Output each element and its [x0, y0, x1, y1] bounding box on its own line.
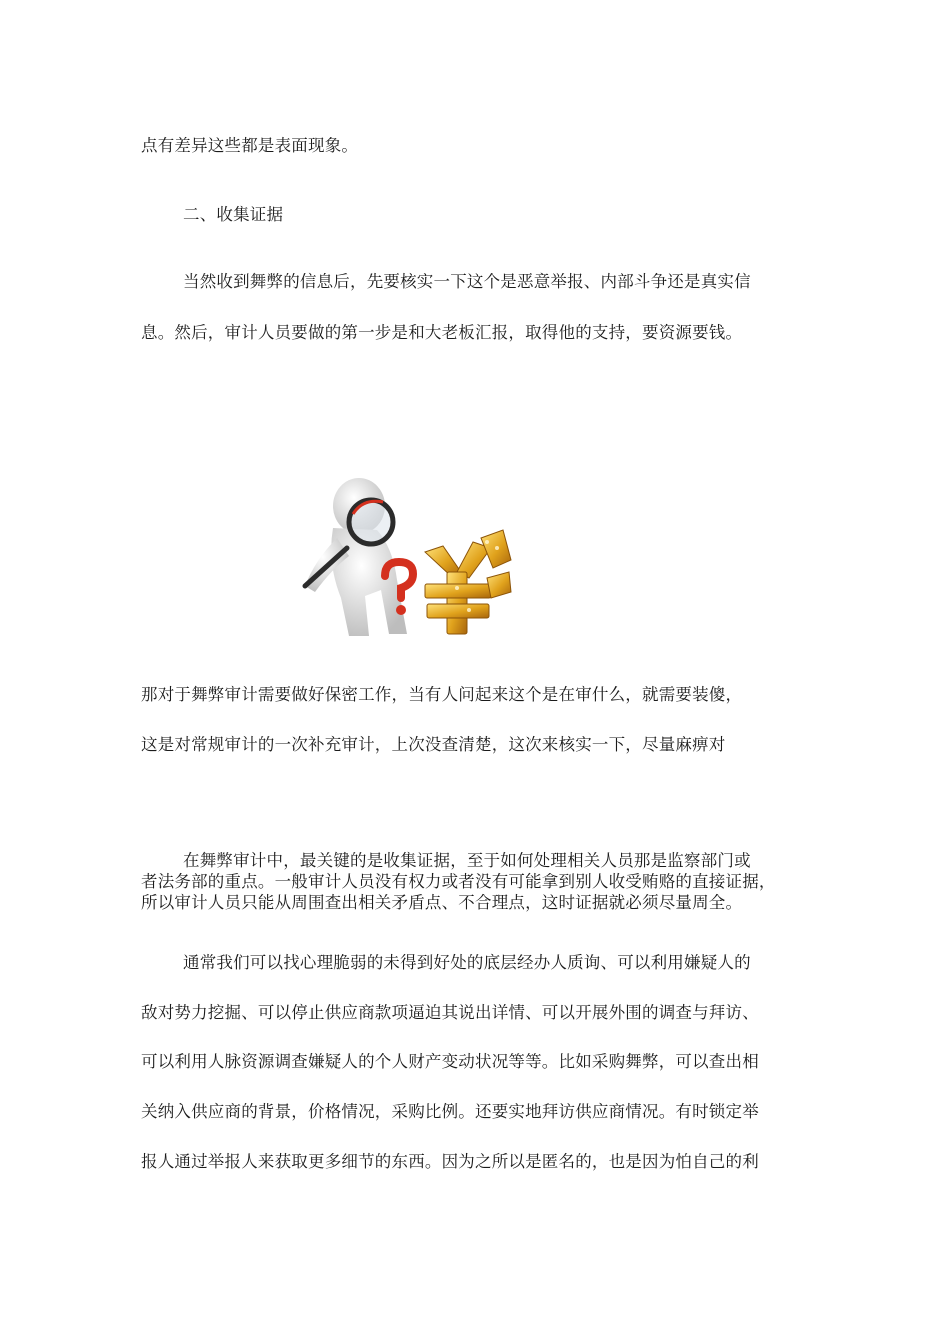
- paragraph-line: 息。然后，审计人员要做的第一步是和大老板汇报，取得他的支持，要资源要钱。: [141, 323, 743, 342]
- paragraph-line: 报人通过举报人来获取更多细节的东西。因为之所以是匿名的，也是因为怕自己的利: [141, 1152, 759, 1171]
- paragraph-line: 通常我们可以找心理脆弱的未得到好处的底层经办人质询、可以利用嫌疑人的: [183, 953, 751, 972]
- paragraph-line: 那对于舞弊审计需要做好保密工作，当有人问起来这个是在审什么，就需要装傻，: [141, 685, 743, 704]
- paragraph-line: 关纳入供应商的背景，价格情况，采购比例。还要实地拜访供应商情况。有时锁定举: [141, 1102, 759, 1121]
- paragraph-line: 者法务部的重点。一般审计人员没有权力或者没有可能拿到别人收受贿赂的直接证据，: [141, 872, 776, 891]
- paragraph-line: 所以审计人员只能从周围查出相关矛盾点、不合理点，这时证据就必须尽量周全。: [141, 893, 743, 912]
- paragraph-line: 可以利用人脉资源调查嫌疑人的个人财产变动状况等等。比如采购舞弊，可以查出相: [141, 1052, 759, 1071]
- paragraph-line: 点有差异这些都是表面现象。: [141, 136, 359, 155]
- paragraph-line: 在舞弊审计中，最关键的是收集证据，至于如何处理相关人员那是监察部门或: [183, 851, 751, 870]
- section-heading: 二、收集证据: [183, 205, 284, 224]
- paragraph-line: 这是对常规审计的一次补充审计，上次没查清楚，这次来核实一下，尽量麻痹对: [141, 735, 726, 754]
- investigator-magnifier-yuan-icon: [297, 468, 527, 646]
- paragraph-line: 敌对势力挖掘、可以停止供应商款项逼迫其说出详情、可以开展外围的调查与拜访、: [141, 1003, 759, 1022]
- paragraph-line: 当然收到舞弊的信息后，先要核实一下这个是恶意举报、内部斗争还是真实信: [183, 272, 751, 291]
